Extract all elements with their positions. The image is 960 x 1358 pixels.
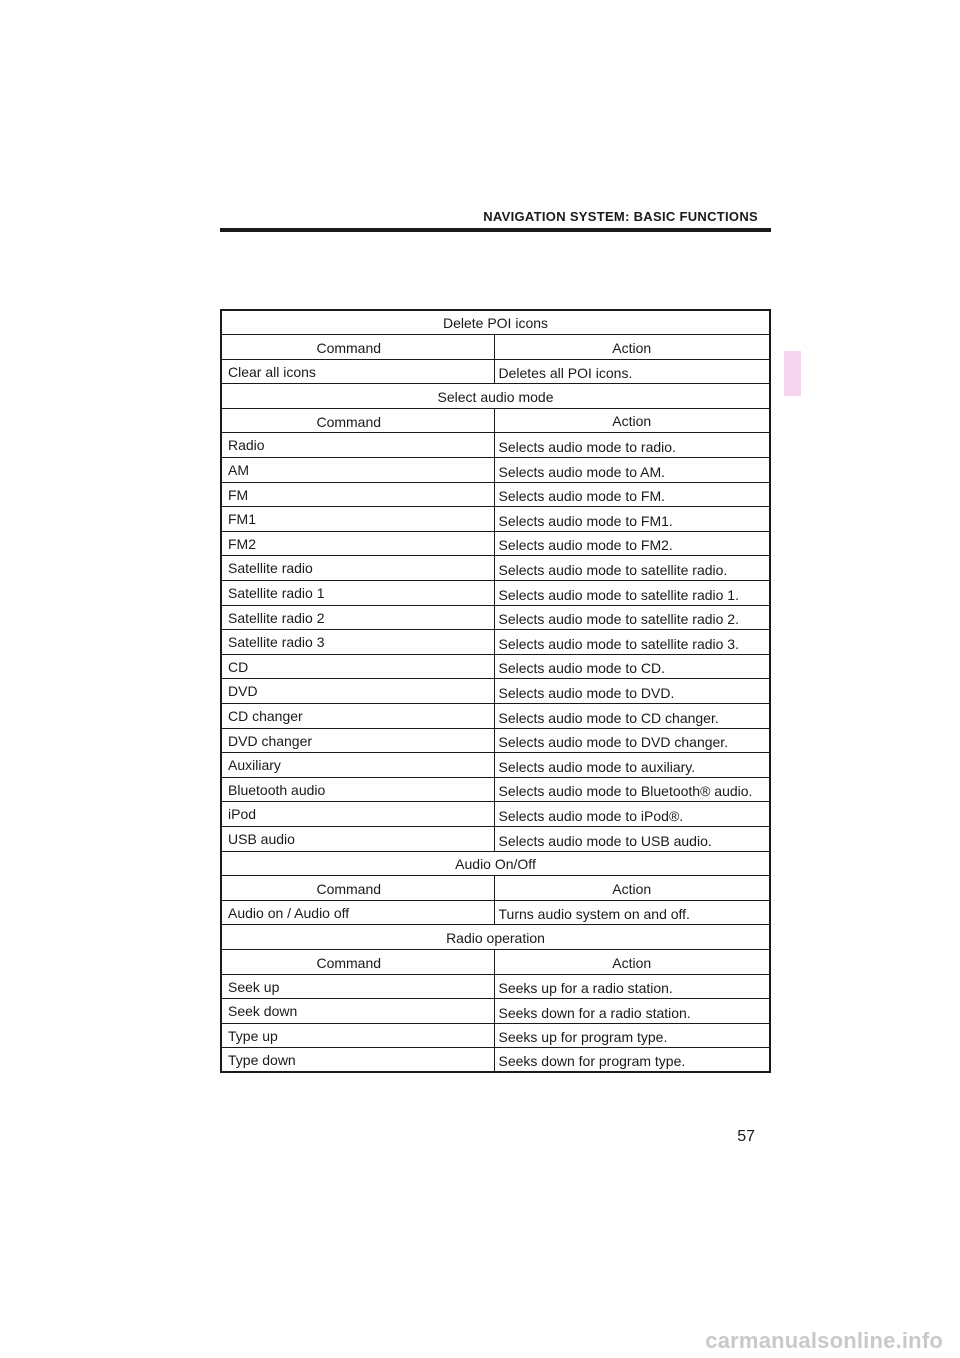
command-cell: CD changer — [221, 704, 494, 729]
action-cell: Selects audio mode to DVD. — [494, 679, 770, 704]
section-title: Radio operation — [221, 925, 770, 950]
command-cell: FM — [221, 482, 494, 507]
command-cell: DVD changer — [221, 728, 494, 753]
action-cell: Selects audio mode to satellite radio 2. — [494, 605, 770, 630]
action-cell: Seeks down for program type. — [494, 1048, 770, 1073]
table-row — [221, 433, 770, 458]
action-column-header: Action — [494, 335, 770, 360]
action-cell: Selects audio mode to USB audio. — [494, 826, 770, 851]
action-cell: Selects audio mode to Bluetooth® audio. — [494, 777, 770, 802]
command-cell: Seek down — [221, 999, 494, 1024]
table-row — [221, 900, 770, 925]
command-cell: Satellite radio 2 — [221, 605, 494, 630]
action-cell: Seeks down for a radio station. — [494, 999, 770, 1024]
table-row — [221, 581, 770, 606]
section-title: Select audio mode — [221, 384, 770, 409]
table-row — [221, 507, 770, 532]
command-cell: Clear all icons — [221, 359, 494, 384]
table-row — [221, 826, 770, 851]
header-rule — [220, 228, 771, 232]
command-cell: Satellite radio — [221, 556, 494, 581]
table-row — [221, 458, 770, 483]
action-cell: Selects audio mode to satellite radio 1. — [494, 581, 770, 606]
action-cell: Selects audio mode to DVD changer. — [494, 728, 770, 753]
table-row — [221, 359, 770, 384]
command-cell: Radio — [221, 433, 494, 458]
section-title-row — [221, 310, 770, 335]
command-column-header: Command — [221, 408, 494, 433]
command-cell: DVD — [221, 679, 494, 704]
site-watermark: carmanualsonline.info — [705, 1328, 943, 1353]
section-tab-marker — [784, 351, 801, 396]
voice-command-table-body — [221, 310, 770, 1072]
section-title-row — [221, 851, 770, 876]
page-number: 57 — [737, 1128, 755, 1145]
section-title: Delete POI icons — [221, 310, 770, 335]
command-cell: iPod — [221, 802, 494, 827]
action-column-header: Action — [494, 876, 770, 901]
action-cell: Seeks up for program type. — [494, 1023, 770, 1048]
action-cell: Selects audio mode to satellite radio. — [494, 556, 770, 581]
table-row — [221, 630, 770, 655]
table-row — [221, 482, 770, 507]
action-cell: Selects audio mode to FM1. — [494, 507, 770, 532]
action-cell: Deletes all POI icons. — [494, 359, 770, 384]
table-row — [221, 974, 770, 999]
column-header-row — [221, 876, 770, 901]
column-header-row — [221, 949, 770, 974]
command-cell: Bluetooth audio — [221, 777, 494, 802]
section-title-row — [221, 384, 770, 409]
action-column-header: Action — [494, 408, 770, 433]
action-cell: Selects audio mode to radio. — [494, 433, 770, 458]
command-cell: USB audio — [221, 826, 494, 851]
table-row — [221, 679, 770, 704]
action-cell: Selects audio mode to FM2. — [494, 531, 770, 556]
action-cell: Seeks up for a radio station. — [494, 974, 770, 999]
section-title-row — [221, 925, 770, 950]
table-row — [221, 556, 770, 581]
action-cell: Selects audio mode to CD changer. — [494, 704, 770, 729]
action-cell: Selects audio mode to CD. — [494, 654, 770, 679]
voice-command-table — [220, 309, 771, 1073]
table-row — [221, 777, 770, 802]
command-cell: AM — [221, 458, 494, 483]
action-cell: Selects audio mode to auxiliary. — [494, 753, 770, 778]
command-cell: Auxiliary — [221, 753, 494, 778]
command-column-header: Command — [221, 876, 494, 901]
command-cell: Seek up — [221, 974, 494, 999]
command-cell: Type down — [221, 1048, 494, 1073]
table-row — [221, 654, 770, 679]
command-cell: FM2 — [221, 531, 494, 556]
command-cell: CD — [221, 654, 494, 679]
table-row — [221, 1048, 770, 1073]
command-cell: Satellite radio 1 — [221, 581, 494, 606]
column-header-row — [221, 408, 770, 433]
command-column-header: Command — [221, 949, 494, 974]
section-title: Audio On/Off — [221, 851, 770, 876]
table-row — [221, 999, 770, 1024]
table-row — [221, 704, 770, 729]
table-row — [221, 531, 770, 556]
table-row — [221, 753, 770, 778]
command-cell: Type up — [221, 1023, 494, 1048]
action-cell: Selects audio mode to satellite radio 3. — [494, 630, 770, 655]
command-cell: Satellite radio 3 — [221, 630, 494, 655]
table-row — [221, 802, 770, 827]
running-header-title: NAVIGATION SYSTEM: BASIC FUNCTIONS — [483, 209, 758, 224]
command-column-header: Command — [221, 335, 494, 360]
command-cell: Audio on / Audio off — [221, 900, 494, 925]
table-row — [221, 605, 770, 630]
action-cell: Selects audio mode to FM. — [494, 482, 770, 507]
command-cell: FM1 — [221, 507, 494, 532]
table-row — [221, 728, 770, 753]
action-cell: Selects audio mode to AM. — [494, 458, 770, 483]
action-column-header: Action — [494, 949, 770, 974]
column-header-row — [221, 335, 770, 360]
action-cell: Selects audio mode to iPod®. — [494, 802, 770, 827]
action-cell: Turns audio system on and off. — [494, 900, 770, 925]
table-row — [221, 1023, 770, 1048]
